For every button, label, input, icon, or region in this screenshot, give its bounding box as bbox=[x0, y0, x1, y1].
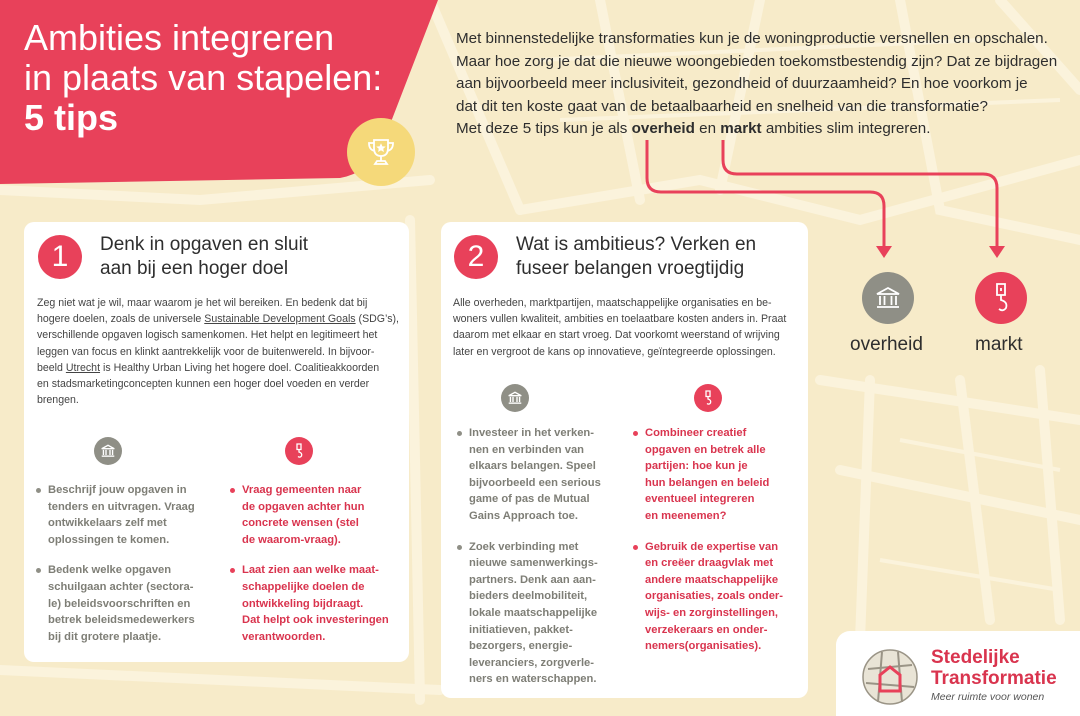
intro-markt: markt bbox=[720, 120, 762, 137]
tip-line: schuilgaan achter (sectora- bbox=[48, 580, 194, 593]
tip-line: Bedenk welke opgaven bbox=[48, 564, 172, 577]
intro-line: Maar hoe zorg je dat die nieuwe woongebieden toekomstbestendig zijn? Dat ze bijdragen bbox=[456, 52, 1058, 70]
crane-hook-icon bbox=[285, 437, 313, 465]
tip-line: ontwikkeling bijdraagt. bbox=[242, 597, 364, 610]
tip-number: 2 bbox=[454, 235, 498, 279]
tip-line: Dat helpt ook investeringen bbox=[242, 614, 389, 627]
body-line: Zeg niet wat je wil, maar waarom je het wil bereiken. En bedenk dat bij bbox=[37, 297, 368, 309]
tip-line: schappelijke doelen de bbox=[242, 580, 365, 593]
tip-line: bij dit grotere plaatje. bbox=[48, 630, 162, 643]
brand-tagline: Meer ruimte voor wonen bbox=[931, 691, 1045, 703]
tip-line: nieuwe samenwerkings- bbox=[469, 557, 598, 570]
market-tips bbox=[633, 425, 803, 669]
tip-line: de opgaven achter hun bbox=[242, 500, 365, 513]
market-tips bbox=[230, 482, 405, 659]
tip-line: de waarom-vraag). bbox=[242, 533, 341, 546]
body-line: en stadsmarketingconcepten kunnen een hoger doel voeden en verder bbox=[37, 378, 370, 391]
intro-line: Met binnenstedelijke transformaties kun je de woningproductie versnellen en opschalen. bbox=[456, 30, 1048, 47]
tip-line: oplossingen te komen. bbox=[48, 533, 170, 546]
body-line bbox=[37, 360, 402, 376]
market-tip bbox=[633, 425, 803, 525]
tip-title-line: fuseer belangen vroegtijdig bbox=[516, 258, 745, 279]
sdg-link[interactable]: Sustainable Development Goals bbox=[204, 313, 356, 326]
body-text: (SDG’s), bbox=[355, 313, 399, 326]
tip-line: bezorgers, energie- bbox=[469, 640, 573, 653]
tip-card-1 bbox=[24, 222, 409, 662]
page-title bbox=[24, 18, 414, 138]
tip-title-line: Wat is ambitieus? Verken en bbox=[516, 234, 757, 255]
tip-card-2 bbox=[441, 222, 808, 698]
body-text: is Healthy Urban Living het hogere doel. Coalitieakkoorden bbox=[100, 361, 380, 374]
tip-title-line: Denk in opgaven en sluit bbox=[100, 234, 309, 255]
intro-paragraph bbox=[456, 28, 1066, 141]
market-tip bbox=[230, 562, 405, 645]
logo-mark-icon bbox=[862, 649, 918, 705]
utrecht-link[interactable]: Utrecht bbox=[65, 361, 101, 374]
tip-line: game of pas de Mutual bbox=[469, 493, 590, 506]
brand-name-line: Stedelijke bbox=[931, 647, 1020, 668]
intro-text: ambities slim integreren. bbox=[761, 120, 931, 137]
crane-hook-icon bbox=[694, 384, 722, 412]
government-tip bbox=[36, 562, 216, 645]
tip-line: leveranciers, zorgverle- bbox=[469, 656, 594, 669]
government-building-icon bbox=[501, 384, 529, 412]
tip-line: concrete wensen (stel bbox=[242, 517, 359, 530]
tip-line: andere maatschappelijke bbox=[645, 573, 779, 586]
intro-text: Met deze 5 tips kun je als bbox=[456, 120, 632, 137]
body-line: brengen. bbox=[37, 394, 79, 407]
body-line: leggen van focus en klinkt aantrekkelijk voor de buitenwereld. In bijvoor- bbox=[37, 345, 375, 358]
body-line: later en vergroot de kans op innovatieve, geïntegreerde oplossingen. bbox=[453, 345, 776, 358]
tip-number: 1 bbox=[38, 235, 82, 279]
tip-line: nen en verbinden van bbox=[469, 443, 585, 456]
tip-line: Vraag gemeenten naar bbox=[242, 484, 362, 496]
tip-line: betrek beleidsmedewerkers bbox=[48, 614, 195, 627]
tip-line: tenders en uitvragen. Vraag bbox=[48, 500, 195, 513]
intro-overheid: overheid bbox=[631, 120, 695, 137]
tip-line: opgaven en betrek alle bbox=[645, 443, 766, 456]
body-line: Alle overheden, marktpartijen, maatschappelijke organisaties en be- bbox=[453, 297, 772, 309]
government-tips bbox=[36, 482, 216, 659]
brand-name bbox=[931, 647, 1057, 689]
tip-line: verantwoorden. bbox=[242, 630, 326, 643]
role-label-overheid: overheid bbox=[850, 334, 923, 355]
intro-line: dat dit ten koste gaat van de betaalbaarheid en snelheid van die transformatie? bbox=[456, 97, 988, 115]
tip-line: Gains Approach toe. bbox=[469, 509, 578, 522]
tip-line: eventueel integreren bbox=[645, 493, 755, 506]
body-text: beeld bbox=[37, 361, 66, 374]
tip-line: le) beleidsvoorschriften en bbox=[48, 597, 191, 610]
body-line: daarom met elkaar en start vroeg. Dat voorkomt weerstand of wrijving bbox=[453, 329, 780, 342]
body-line: verschillende opgaven logisch samenkomen. Het helpt en legitimeert het bbox=[37, 329, 378, 342]
title-line-3: 5 tips bbox=[24, 97, 119, 138]
tip-line: nemers(organisaties). bbox=[645, 640, 762, 653]
government-tip bbox=[36, 482, 216, 548]
body-line: woners vullen kwaliteit, ambities en toelaatbare kosten anders in. Praat bbox=[453, 313, 787, 326]
government-tips bbox=[457, 425, 627, 702]
government-tip bbox=[457, 425, 627, 525]
tip-body bbox=[37, 295, 402, 408]
tip-line: bieders deelmobiliteit, bbox=[469, 590, 588, 603]
tip-line: lokale maatschappelijke bbox=[469, 606, 598, 619]
tip-line: verzekeraars en onder- bbox=[645, 623, 768, 636]
tip-line: ners en waterschappen. bbox=[469, 673, 597, 686]
tip-line: partners. Denk aan aan- bbox=[469, 573, 596, 586]
tip-line: hun belangen en beleid bbox=[645, 476, 770, 489]
crane-hook-icon bbox=[975, 272, 1027, 324]
tip-line: Gebruik de expertise van bbox=[645, 540, 779, 553]
tip-line: partijen: hoe kun je bbox=[645, 460, 748, 473]
intro-line: aan bijvoorbeeld meer inclusiviteit, gezondheid of duurzaamheid? En hoe voorkom je bbox=[456, 75, 1028, 92]
tip-title bbox=[516, 233, 801, 281]
tip-line: Laat zien aan welke maat- bbox=[242, 564, 379, 577]
tip-line: organisaties, zoals onder- bbox=[645, 590, 784, 603]
tip-line: Investeer in het verken- bbox=[469, 427, 594, 439]
tip-line: wijs- en zorginstellingen, bbox=[645, 606, 779, 619]
tip-line: elkaars belangen. Speel bbox=[469, 460, 596, 473]
tip-line: initiatieven, pakket- bbox=[469, 623, 573, 636]
tip-line: en creëer draagvlak met bbox=[645, 557, 774, 570]
body-text: hogere doelen, zoals de universele bbox=[37, 313, 205, 326]
body-line bbox=[37, 311, 402, 327]
tip-line: Combineer creatief bbox=[645, 427, 747, 439]
role-label-markt: markt bbox=[975, 334, 1023, 355]
brand-name-line: Transformatie bbox=[931, 668, 1057, 689]
title-line-1: Ambities integreren bbox=[24, 17, 335, 58]
tip-line: ontwikkelaars zelf met bbox=[48, 517, 167, 530]
intro-line bbox=[456, 118, 1066, 141]
government-building-icon bbox=[862, 272, 914, 324]
intro-text: en bbox=[694, 120, 721, 137]
trophy-icon bbox=[347, 118, 415, 186]
tip-line: Beschrijf jouw opgaven in bbox=[48, 484, 187, 496]
title-line-2: in plaats van stapelen: bbox=[24, 57, 383, 98]
tip-line: Zoek verbinding met bbox=[469, 540, 579, 553]
tip-body bbox=[453, 295, 803, 360]
tip-title bbox=[100, 233, 400, 281]
market-tip bbox=[230, 482, 405, 548]
tip-line: bijvoorbeeld een serious bbox=[469, 476, 601, 489]
government-building-icon bbox=[94, 437, 122, 465]
market-tip bbox=[633, 539, 803, 655]
brand-logo-box bbox=[836, 631, 1080, 716]
tip-title-line: aan bij een hoger doel bbox=[100, 258, 289, 279]
tip-line: en meenemen? bbox=[645, 509, 727, 522]
government-tip bbox=[457, 539, 627, 688]
